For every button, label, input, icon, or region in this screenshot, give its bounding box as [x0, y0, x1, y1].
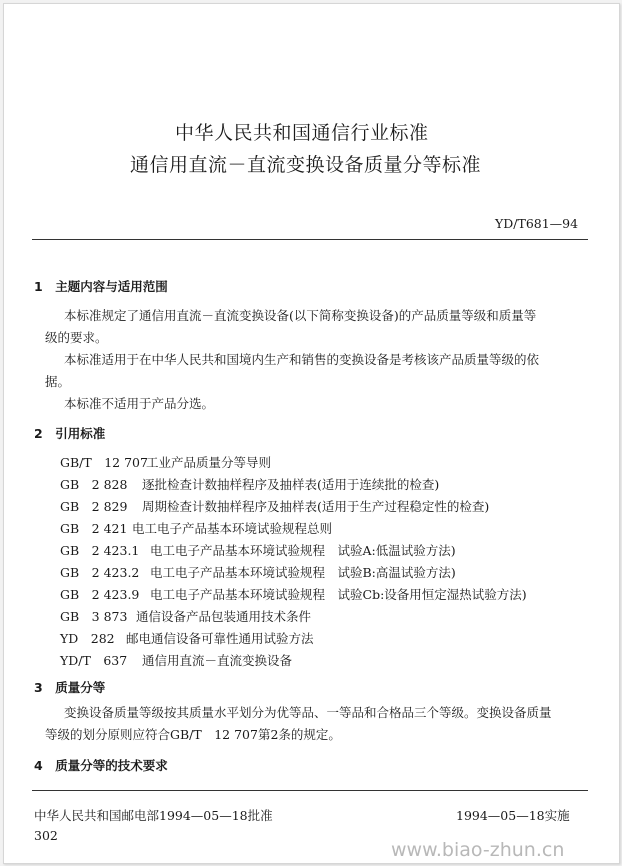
- paragraph-line: 本标准规定了通信用直流－直流变换设备(以下简称变换设备)的产品质量等级和质量等: [64, 308, 537, 323]
- title-line-1: 中华人民共和国通信行业标准: [175, 122, 429, 144]
- reference-title: 电工电子产品基本环境试验规程 试验A:低温试验方法): [150, 543, 456, 558]
- section-1-heading: 1 主题内容与适用范围: [34, 279, 168, 294]
- reference-item: [60, 453, 271, 471]
- reference-title: 通信用直流－直流变换设备: [142, 653, 293, 668]
- section-4-heading: 4 质量分等的技术要求: [34, 758, 168, 773]
- reference-item: [60, 607, 311, 625]
- footer-rule: [32, 790, 588, 791]
- reference-code: GB 2 421: [60, 521, 128, 536]
- reference-title: 工业产品质量分等导则: [146, 455, 272, 470]
- paragraph-line: 本标准适用于在中华人民共和国境内生产和销售的变换设备是考核该产品质量等级的依: [64, 352, 540, 367]
- reference-code: GB 2 829: [60, 499, 128, 514]
- paragraph-line: 等级的划分原则应符合GB/T 12 707第2条的规定。: [45, 727, 341, 742]
- document-number: YD/T681—94: [495, 216, 579, 231]
- paragraph-line: 本标准不适用于产品分选。: [64, 396, 215, 411]
- reference-title: 电工电子产品基本环境试验规程总则: [132, 521, 333, 536]
- page-number: 302: [34, 828, 58, 843]
- reference-title: 周期检查计数抽样程序及抽样表(适用于生产过程稳定性的检查): [142, 499, 490, 514]
- reference-code: GB/T 12 707: [60, 455, 148, 470]
- reference-code: GB 3 873: [60, 609, 128, 624]
- paragraph-line: 变换设备质量等级按其质量水平划分为优等品、一等品和合格品三个等级。变换设备质量: [64, 705, 552, 720]
- title-line-2: 通信用直流－直流变换设备质量分等标准: [130, 154, 482, 176]
- reference-code: YD/T 637: [60, 653, 128, 668]
- reference-item: [60, 563, 456, 581]
- reference-title: 电工电子产品基本环境试验规程 试验B:高温试验方法): [150, 565, 456, 580]
- reference-code: GB 2 423.2: [60, 565, 140, 580]
- paragraph-line: 级的要求。: [45, 330, 108, 345]
- paragraph-line: 据。: [45, 374, 71, 389]
- reference-item: [60, 475, 439, 493]
- approval-date: 中华人民共和国邮电部1994—05—18批准: [34, 808, 273, 823]
- reference-item: [60, 629, 314, 647]
- section-3-heading: 3 质量分等: [34, 680, 106, 695]
- reference-code: GB 2 423.9: [60, 587, 140, 602]
- reference-code: GB 2 423.1: [60, 543, 140, 558]
- reference-code: GB 2 828: [60, 477, 128, 492]
- watermark: www.biao-zhun.cn: [391, 839, 565, 861]
- reference-item: [60, 585, 527, 603]
- reference-item: [60, 519, 332, 537]
- reference-code: YD 282: [60, 631, 115, 646]
- reference-item: [60, 541, 456, 559]
- reference-title: 邮电通信设备可靠性通用试验方法: [126, 631, 314, 646]
- reference-item: [60, 497, 489, 515]
- header-rule: [32, 239, 588, 240]
- section-2-heading: 2 引用标准: [34, 426, 106, 441]
- reference-title: 逐批检查计数抽样程序及抽样表(适用于连续批的检查): [142, 477, 440, 492]
- implementation-date: 1994—05—18实施: [456, 808, 570, 823]
- reference-item: [60, 651, 292, 669]
- reference-title: 电工电子产品基本环境试验规程 试验Cb:设备用恒定湿热试验方法): [150, 587, 527, 602]
- reference-title: 通信设备产品包装通用技术条件: [136, 609, 312, 624]
